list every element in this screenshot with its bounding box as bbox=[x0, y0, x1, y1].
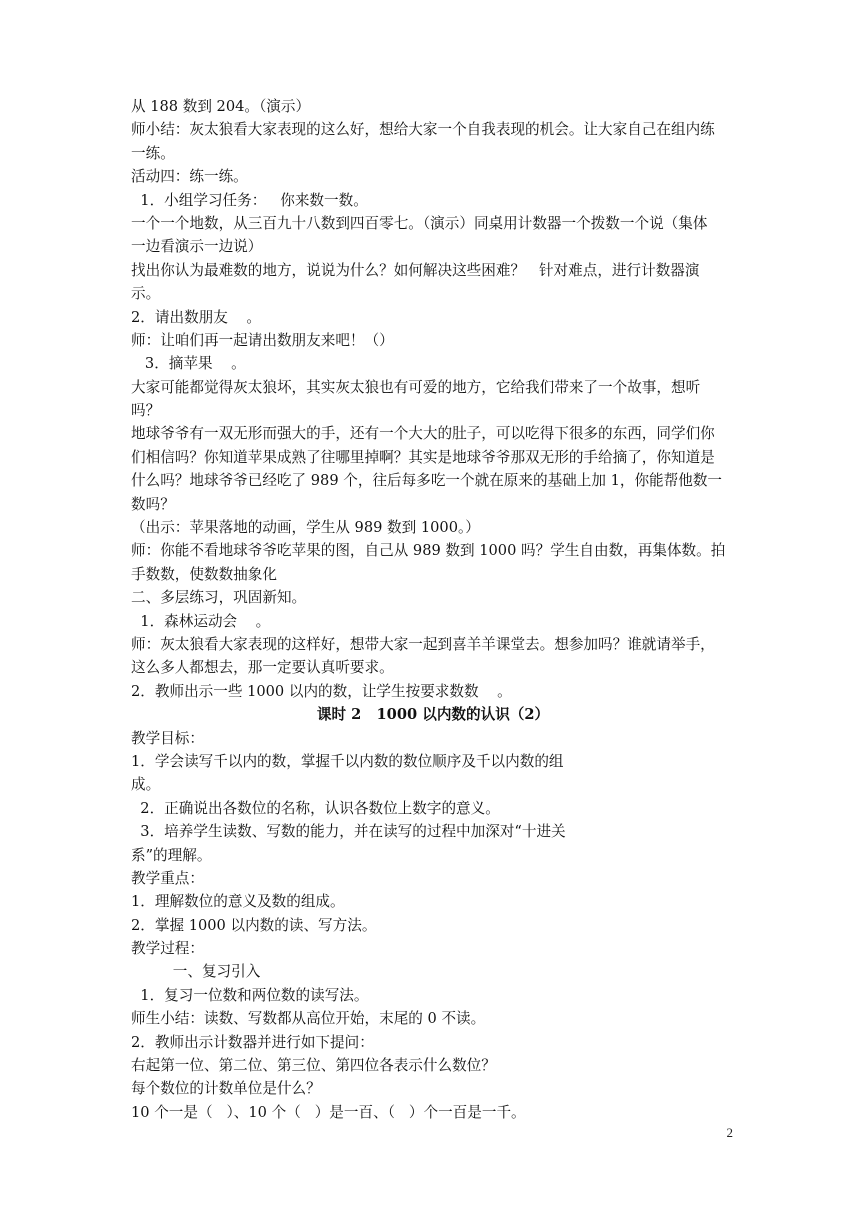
text-line: 一个一个地数，从三百九十八数到四百零七。（演示）同桌用计数器一个拨数一个说（集体 bbox=[131, 214, 708, 232]
text-line: 成。 bbox=[131, 776, 161, 794]
text-line: 2．教师出示一些 1000 以内的数，让学生按要求数数 。 bbox=[131, 682, 512, 700]
text-line: 1．复习一位数和两位数的读写法。 bbox=[131, 986, 369, 1004]
text-line: 师：让咱们再一起请出数朋友来吧！（） bbox=[131, 331, 394, 349]
text-line: 地球爷爷有一双无形而强大的手，还有一个大大的肚子，可以吃得下很多的东西，同学们你 bbox=[131, 425, 715, 443]
text-line: 2．正确说出各数位的名称，认识各数位上数字的意义。 bbox=[131, 799, 500, 817]
text-line: 系”的理解。 bbox=[131, 846, 212, 864]
text-line: 师小结：灰太狼看大家表现的这么好，想给大家一个自我表现的机会。让大家自己在组内练 bbox=[131, 121, 715, 139]
text-line: 找出你认为最难数的地方，说说为什么？如何解决这些困难？ 针对难点，进行计数器演 bbox=[131, 261, 700, 279]
text-line: 3．摘苹果 。 bbox=[131, 355, 246, 373]
text-line: 大家可能都觉得灰太狼坏，其实灰太狼也有可爱的地方，它给我们带来了一个故事，想听 bbox=[131, 378, 701, 396]
text-line: 师：灰太狼看大家表现的这样好，想带大家一起到喜羊羊课堂去。想参加吗？谁就请举手， bbox=[131, 635, 715, 653]
text-line: 数吗？ bbox=[131, 495, 175, 513]
text-line: 2．掌握 1000 以内数的读、写方法。 bbox=[131, 916, 377, 934]
text-line: 示。 bbox=[131, 285, 161, 303]
text-line: 从 188 数到 204。（演示） bbox=[131, 98, 311, 115]
section-heading: 教学重点： bbox=[131, 869, 204, 887]
text-line: 每个数位的计数单位是什么？ bbox=[131, 1080, 321, 1098]
text-line: 1．森林运动会 。 bbox=[131, 612, 271, 630]
page-content bbox=[131, 95, 735, 1124]
section-heading: 一、复习引入 bbox=[131, 963, 261, 981]
text-line: 3．培养学生读数、写数的能力，并在读写的过程中加深对“十进关 bbox=[131, 823, 566, 841]
text-line: 师：你能不看地球爷爷吃苹果的图，自己从 989 数到 1000 吗？学生自由数，再集体数。拍 bbox=[131, 542, 726, 560]
text-line: 2．请出数朋友 。 bbox=[131, 308, 261, 326]
text-line: 1．理解数位的意义及数的组成。 bbox=[131, 893, 345, 911]
section-heading: 教学过程： bbox=[131, 940, 204, 958]
text-line: 一边看演示一边说） bbox=[131, 238, 263, 256]
text-line: 1．小组学习任务： 你来数一数。 bbox=[131, 191, 368, 209]
text-line: 2．教师出示计数器并进行如下提问： bbox=[131, 1033, 374, 1051]
text-line: 这么多人都想去，那一定要认真听要求。 bbox=[131, 659, 394, 677]
lesson-title: 课时 2 1000 以内数的认识（2） bbox=[316, 706, 550, 724]
text-line: 一练。 bbox=[131, 144, 175, 162]
text-line: 10 个一是（ ）、10 个（ ）是一百、（ ）个一百是一千。 bbox=[131, 1103, 526, 1121]
text-line: 右起第一位、第二位、第三位、第四位各表示什么数位？ bbox=[131, 1057, 496, 1075]
page-number: 2 bbox=[726, 1125, 733, 1140]
text-line: 吗？ bbox=[131, 402, 161, 420]
section-heading: 教学目标： bbox=[131, 729, 204, 747]
text-line: 们相信吗？你知道苹果成熟了往哪里掉啊？其实是地球爷爷那双无形的手给摘了，你知道是 bbox=[131, 448, 715, 466]
text-line: 1．学会读写千以内的数，掌握千以内数的数位顺序及千以内数的组 bbox=[131, 752, 564, 770]
text-line: 什么吗？地球爷爷已经吃了 989 个，往后每多吃一个就在原来的基础上加 1，你能帮他数一 bbox=[131, 472, 723, 490]
text-line: 师生小结：读数、写数都从高位开始，末尾的 0 不读。 bbox=[131, 1010, 486, 1028]
text-line: 手数数，使数数抽象化 bbox=[131, 565, 277, 583]
text-line: 活动四：练一练。 bbox=[131, 168, 248, 186]
text-line: （出示：苹果落地的动画，学生从 989 数到 1000。） bbox=[131, 519, 480, 537]
section-heading: 二、多层练习，巩固新知。 bbox=[131, 589, 307, 607]
